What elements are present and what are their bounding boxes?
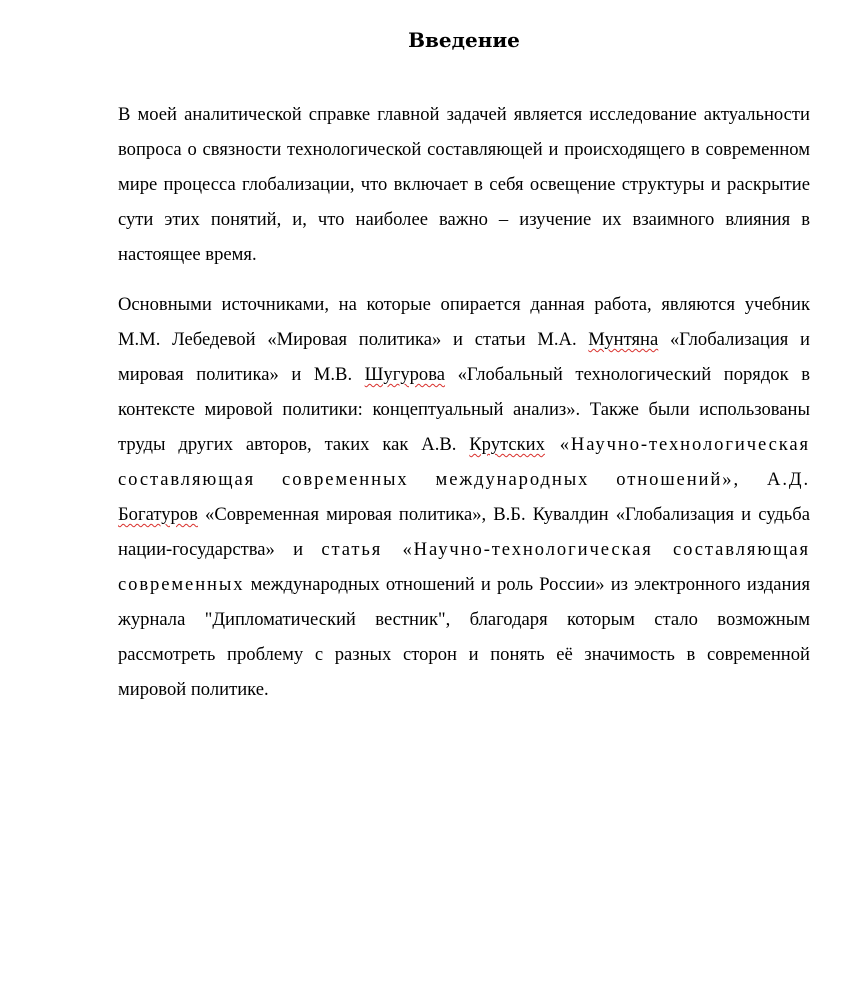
spellcheck-word[interactable]: Мунтяна [588,329,659,350]
spellcheck-word[interactable]: Крутских [469,434,545,455]
paragraph-text-segment: «Глобализация и мировая политика» и М.В. [118,329,810,385]
paragraph-text-segment: «Научно-технологическая составляющая современных международных отношений», А.Д. [118,434,810,490]
spellcheck-word[interactable]: Богатуров [118,504,198,525]
paragraph-text-segment: «Современная мировая политика», В.Б. Кувалдин «Глобализация и судьба нации-государства» и [118,504,810,560]
spellcheck-word[interactable]: Шугурова [364,364,446,385]
page-title: Введение [408,28,520,52]
paragraph-text-segment: международных отношений и роль России» из электронного издания журнала "Дипломатический вестник", благодаря которым стало возможным рассмотреть проблему с разных сторон и понять её значимость в современной мировой политике. [118,574,810,700]
paragraph-intro[interactable]: В моей аналитической справке главной задачей является исследование актуальности вопроса о связности технологической составляющей и происходящего в современном мире процесса глобализации, что включает в себя освещение структуры и раскрытие сути этих понятий, и, что наиболее важно – изучение их взаимного влияния в настоящее время. [118,104,810,265]
paragraph-text-segment: Основными источниками, на которые опирается данная работа, являются учебник М.М. Лебедевой «Мировая политика» и статьи М.А. [118,294,810,350]
paragraph-sources[interactable] [118,287,810,707]
paragraph-text-segment: «Глобальный технологический порядок в контексте мировой политики: концептуальный анализ». Также были использованы труды других авторов, таких как А.В. [118,364,810,455]
paragraph-text-segment: статья «Научно-технологическая составляющая современных [118,539,810,595]
